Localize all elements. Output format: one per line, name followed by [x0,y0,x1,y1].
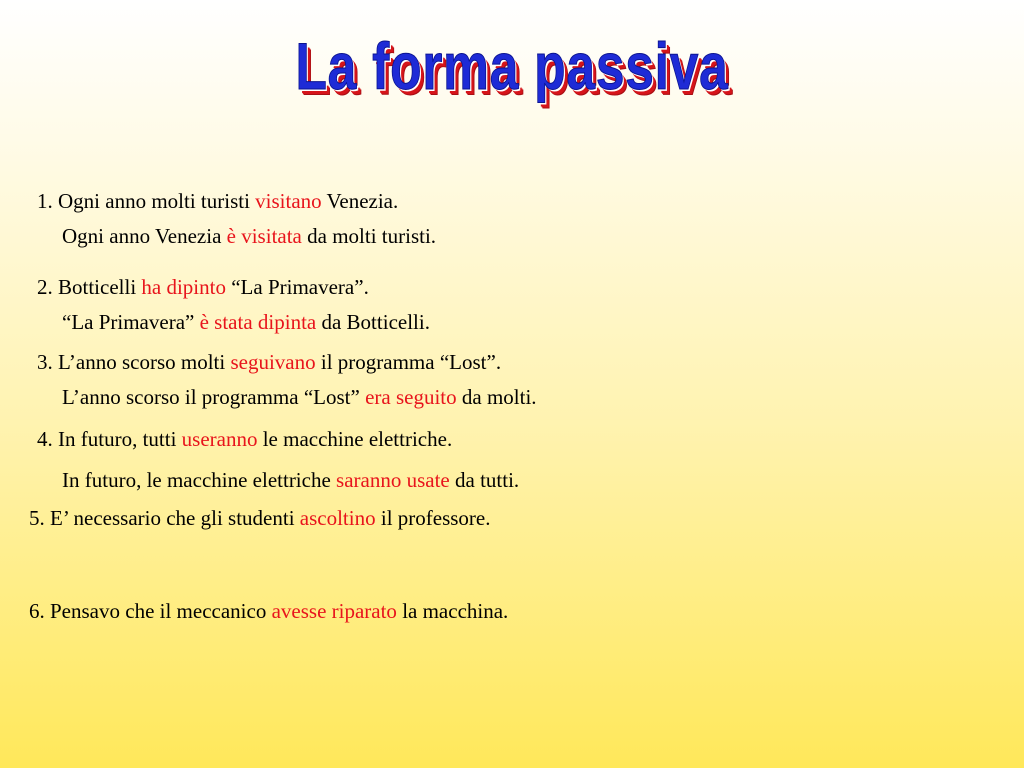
highlighted-verb: useranno [181,427,258,451]
highlighted-verb: avesse riparato [271,599,397,623]
text-segment: 6. Pensavo che il meccanico [29,599,272,623]
text-segment: le macchine elettriche. [257,427,453,451]
highlighted-verb: visitano [255,189,322,213]
sentence-3-active [37,349,501,375]
text-segment: Venezia. [321,189,399,213]
text-segment: L’anno scorso il programma “Lost” [62,385,366,409]
text-segment: da tutti. [449,468,520,492]
highlighted-verb: era seguito [365,385,457,409]
text-segment: Ogni anno Venezia [62,224,227,248]
text-segment: il professore. [375,506,491,530]
highlighted-verb: è visitata [226,224,302,248]
highlighted-verb: ascoltino [299,506,376,530]
text-segment: da Botticelli. [316,310,430,334]
sentence-3-passive [62,384,537,410]
text-segment: 2. Botticelli [37,275,142,299]
slide-title [113,26,912,106]
text-segment: da molti. [456,385,537,409]
text-segment: la macchina. [396,599,509,623]
text-segment: da molti turisti. [301,224,437,248]
highlighted-verb: saranno usate [336,468,450,492]
highlighted-verb: seguivano [230,350,316,374]
sentence-5-active [29,505,491,531]
text-segment: il programma “Lost”. [315,350,502,374]
highlighted-verb: ha dipinto [141,275,226,299]
text-segment: “La Primavera” [62,310,200,334]
sentence-1-active [37,188,398,214]
text-segment: 5. E’ necessario che gli studenti [29,506,300,530]
sentence-6-active [29,598,508,624]
text-segment: 1. Ogni anno molti turisti [37,189,256,213]
text-segment: 4. In futuro, tutti [37,427,182,451]
slide-title-text: La forma passiva [295,29,729,103]
text-segment: In futuro, le macchine elettriche [62,468,337,492]
sentence-1-passive [62,223,436,249]
text-segment: “La Primavera”. [225,275,369,299]
sentence-4-active [37,426,452,452]
sentence-2-active [37,274,369,300]
highlighted-verb: è stata dipinta [199,310,317,334]
text-segment: 3. L’anno scorso molti [37,350,231,374]
sentence-2-passive [62,309,430,335]
sentence-4-passive [62,467,519,493]
